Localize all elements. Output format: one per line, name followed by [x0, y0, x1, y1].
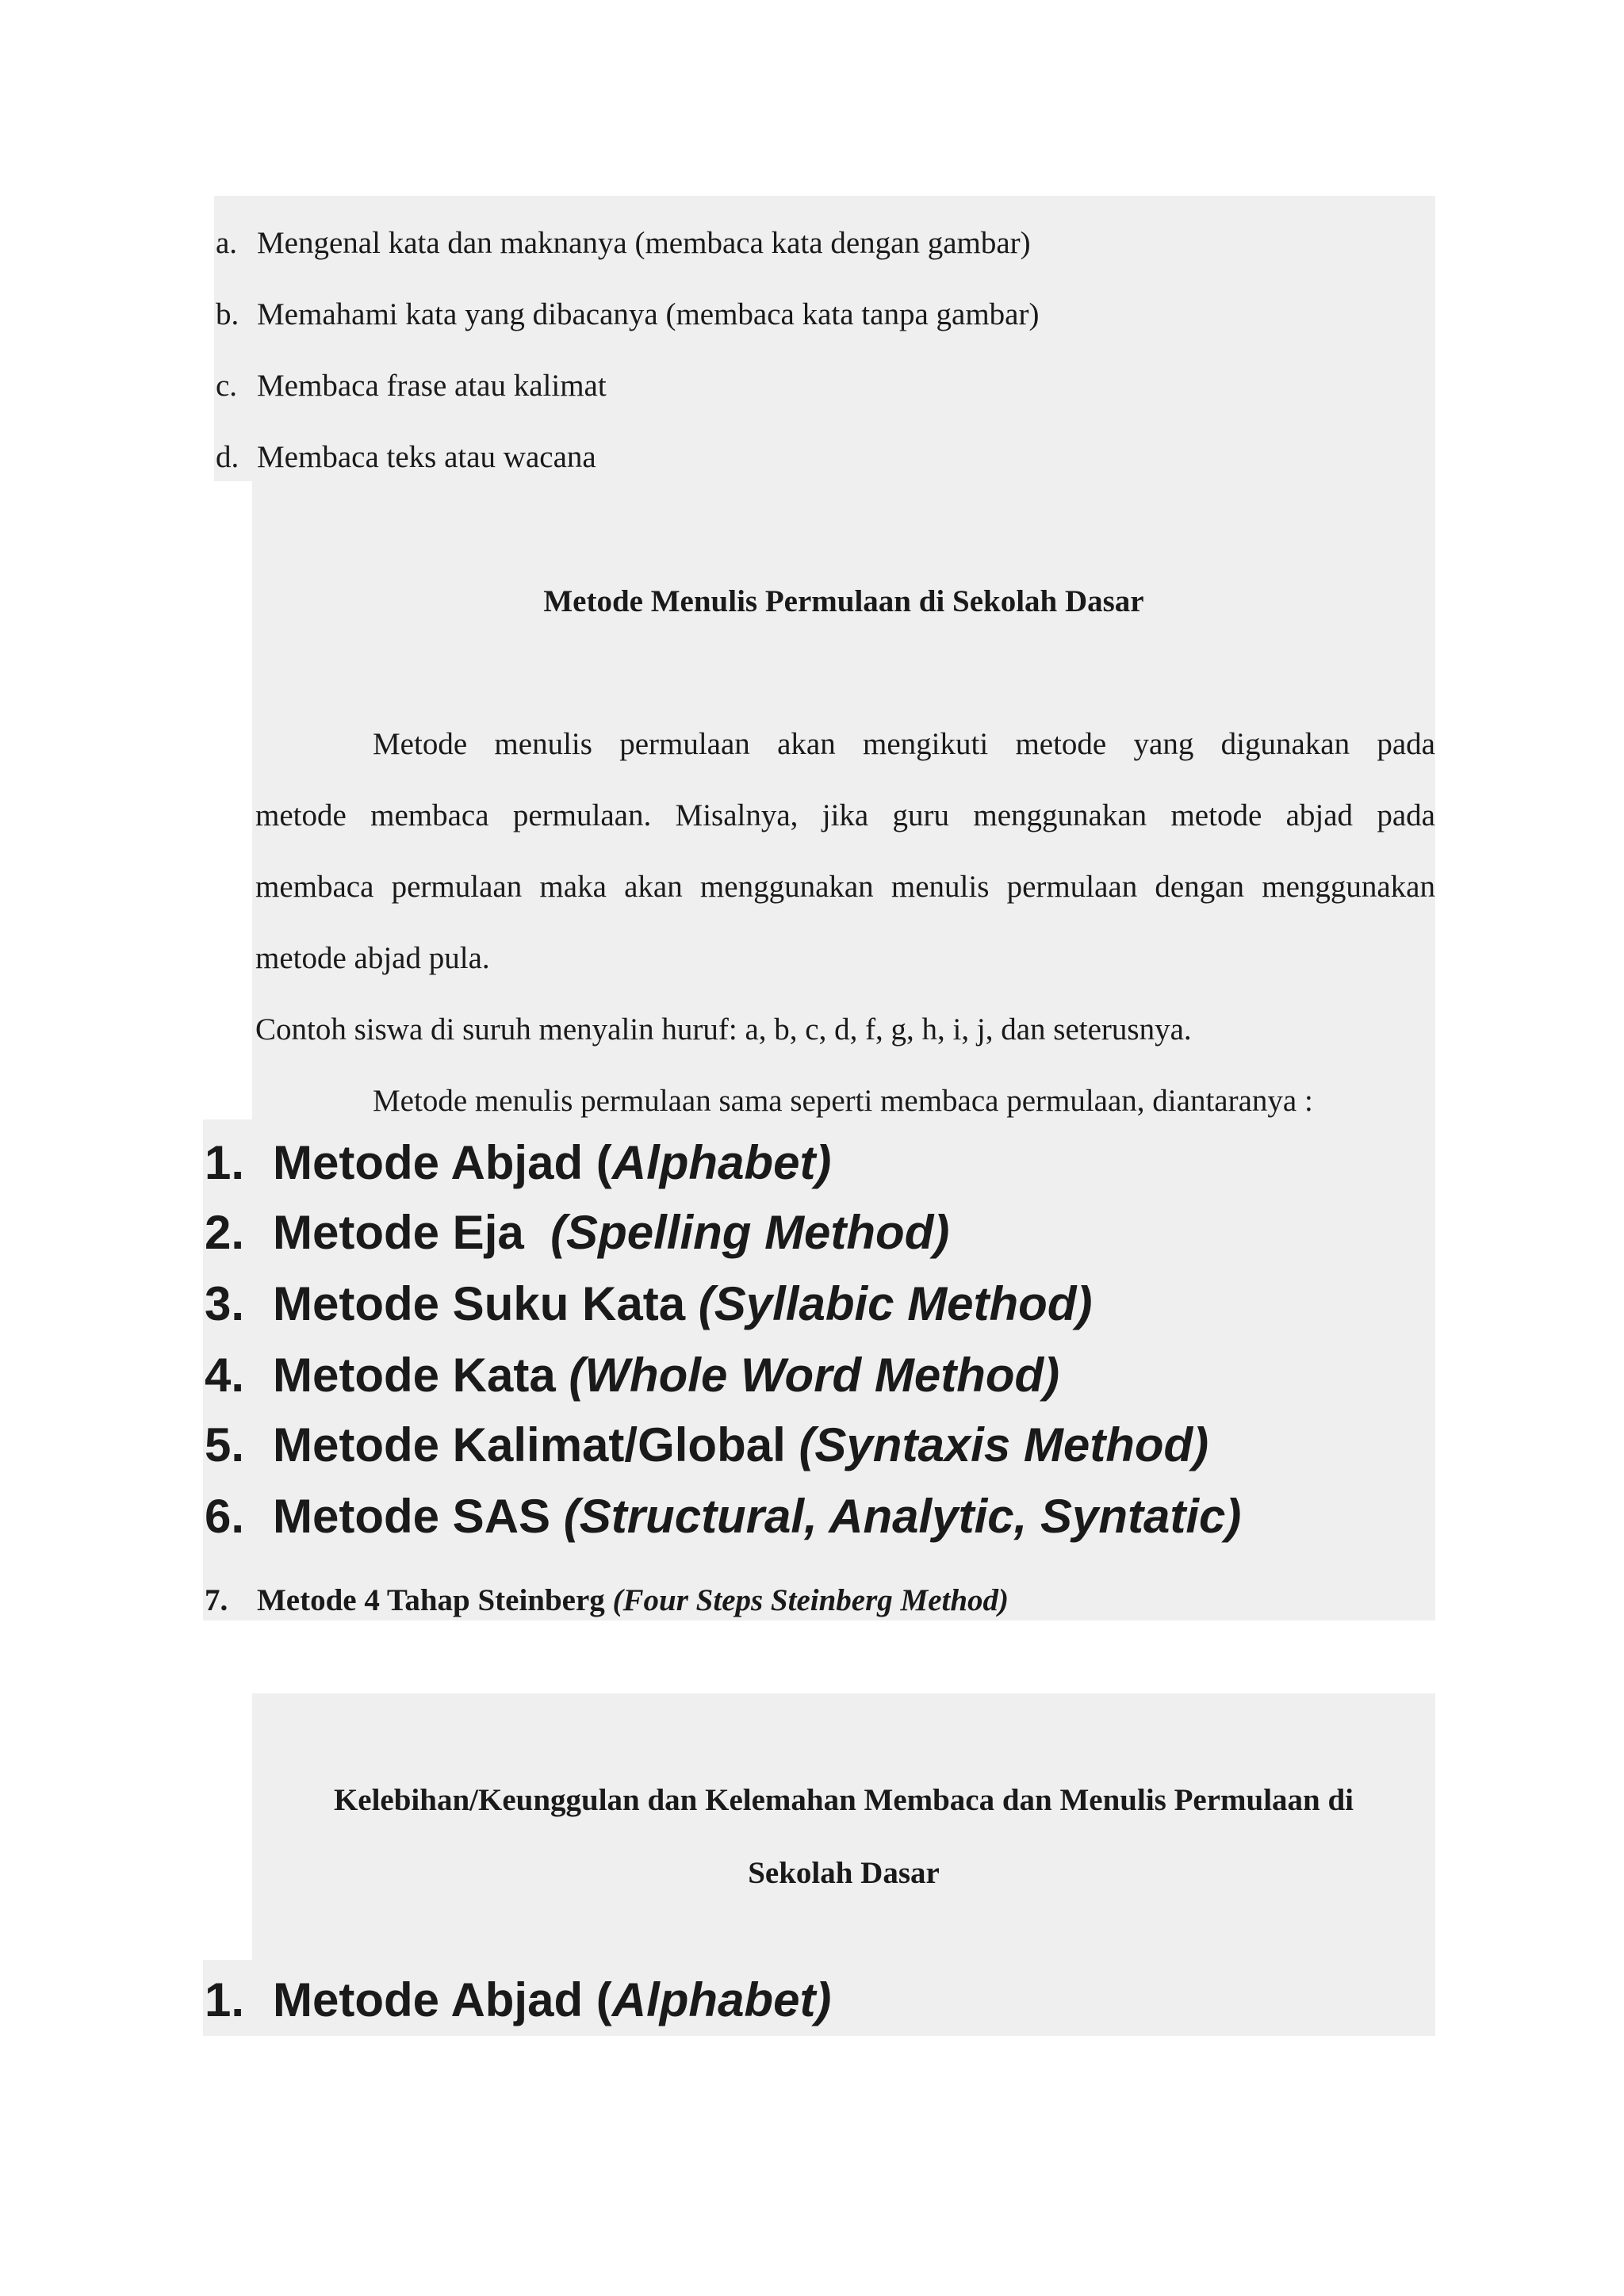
section-heading: Kelebihan/Keunggulan dan Kelemahan Membaca dan Menulis Permulaan di	[333, 1783, 1354, 1817]
paragraph-line: Metode menulis permulaan akan mengikuti metode yang digunakan pada	[373, 727, 1435, 761]
section2-background	[252, 1693, 1435, 1963]
paragraph-line: metode membaca permulaan. Misalnya, jika guru menggunakan metode abjad pada	[255, 798, 1435, 832]
paragraph-line: membaca permulaan maka akan menggunakan menulis permulaan dengan menggunakan	[255, 870, 1435, 904]
list-item: c. Membaca frase atau kalimat	[216, 369, 607, 403]
method-item: 7. Metode 4 Tahap Steinberg (Four Steps Steinberg Method)	[205, 1583, 1009, 1617]
section-heading-continued: Sekolah Dasar	[748, 1856, 940, 1890]
method-item: 1. Metode Abjad (Alphabet)	[205, 1136, 832, 1189]
paragraph-line: metode abjad pula.	[255, 941, 490, 975]
list-item: b. Memahami kata yang dibacanya (membaca kata tanpa gambar)	[216, 297, 1040, 331]
method-item: 4. Metode Kata (Whole Word Method)	[205, 1349, 1060, 1402]
method-item: 3. Metode Suku Kata (Syllabic Method)	[205, 1277, 1093, 1330]
method-item: 5. Metode Kalimat/Global (Syntaxis Method)	[205, 1418, 1209, 1471]
method-item: 2. Metode Eja (Spelling Method)	[205, 1206, 950, 1259]
method-item: 1. Metode Abjad (Alphabet)	[205, 1973, 832, 2026]
list-item: a. Mengenal kata dan maknanya (membaca kata dengan gambar)	[216, 226, 1031, 260]
list-item: d. Membaca teks atau wacana	[216, 440, 596, 474]
section-heading: Metode Menulis Permulaan di Sekolah Dasar	[543, 584, 1144, 618]
example-line: Contoh siswa di suruh menyalin huruf: a, b, c, d, f, g, h, i, j, dan seterusnya.	[255, 1012, 1192, 1047]
intro-line: Metode menulis permulaan sama seperti membaca permulaan, diantaranya :	[373, 1084, 1313, 1118]
method-item: 6. Metode SAS (Structural, Analytic, Syntatic)	[205, 1490, 1242, 1543]
